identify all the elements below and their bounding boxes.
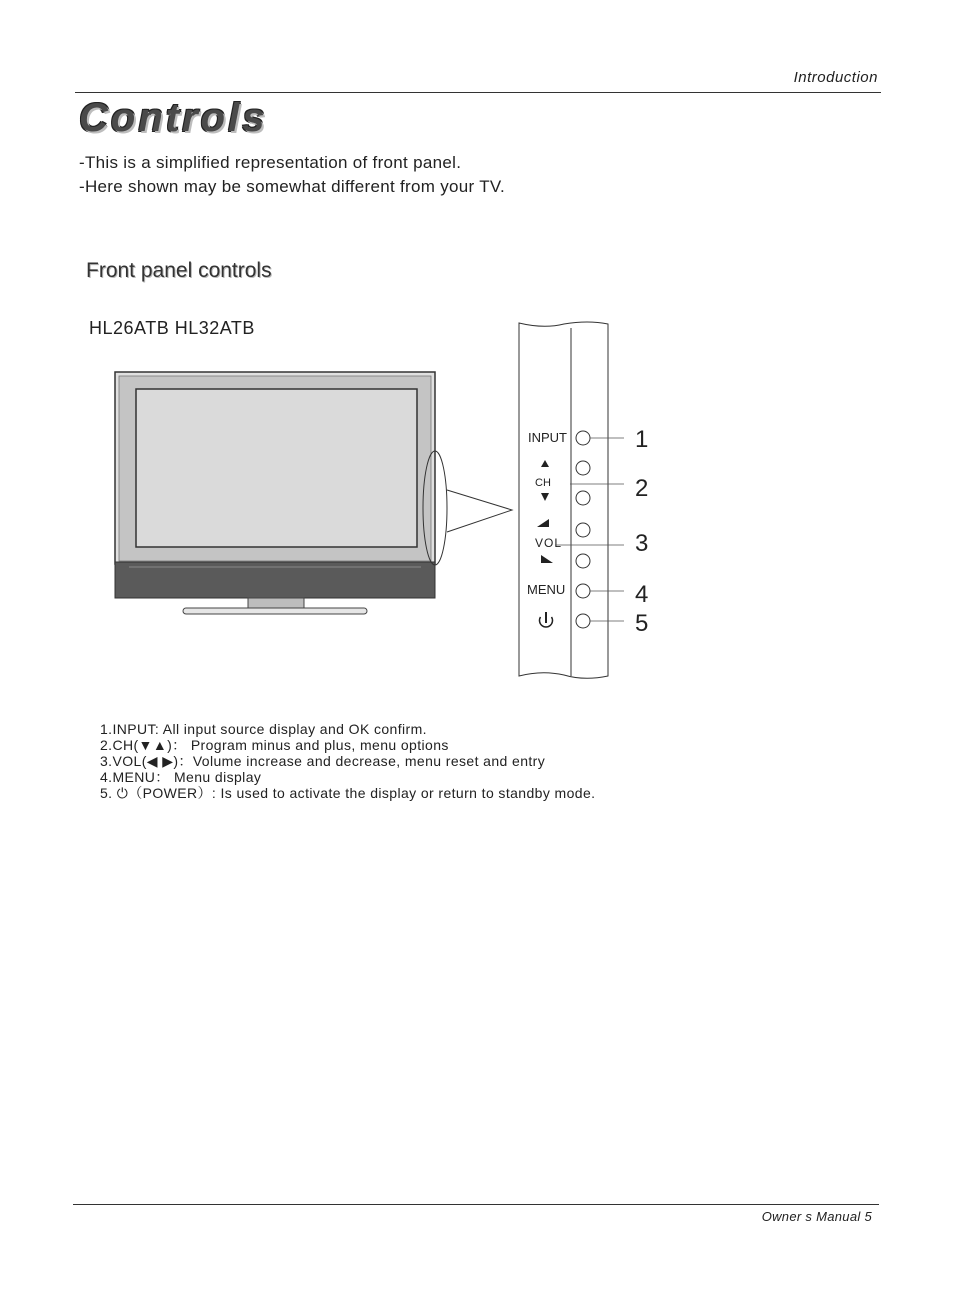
page-footer: Owner s Manual 5 — [761, 1209, 872, 1224]
vol-up-button — [576, 554, 590, 568]
header-rule — [75, 92, 881, 93]
section-label: Introduction — [793, 69, 878, 86]
ch-label: CH — [535, 477, 551, 489]
power-button — [576, 614, 590, 628]
intro-line-1: -This is a simplified representation of front panel. — [79, 153, 462, 172]
callout-4: 4 — [635, 581, 649, 608]
ch-down-button — [576, 491, 590, 505]
callout-5: 5 — [635, 610, 649, 637]
menu-label: MENU — [527, 582, 566, 597]
model-numbers: HL26ATB HL32ATB — [89, 318, 255, 338]
callout-1: 1 — [635, 426, 649, 453]
input-button — [576, 431, 590, 445]
intro-line-2: -Here shown may be somewhat different from your TV. — [79, 177, 506, 196]
menu-button — [576, 584, 590, 598]
input-label: INPUT — [528, 430, 567, 445]
description-menu: 4.MENU： Menu display — [100, 769, 262, 785]
footer-rule — [73, 1204, 879, 1205]
front-panel-diagram — [100, 315, 660, 685]
description-input: 1.INPUT: All input source display and OK confirm. — [100, 721, 427, 737]
callout-2: 2 — [635, 475, 649, 502]
tv-illustration — [115, 372, 512, 614]
description-power: 5. ⏻（POWER）: Is used to activate the display or return to standby mode. — [100, 785, 596, 801]
vol-label: VOL — [535, 536, 563, 550]
description-vol: 3.VOL(◀ ▶)：Volume increase and decrease, menu reset and entry — [100, 753, 546, 769]
section-title: Front panel controls — [86, 259, 272, 282]
vol-down-button — [576, 523, 590, 537]
callout-3: 3 — [635, 530, 649, 557]
side-panel — [519, 322, 608, 678]
ch-up-button — [576, 461, 590, 475]
description-ch: 2.CH(▼▲)： Program minus and plus, menu options — [100, 737, 449, 753]
page-title: Controls — [79, 96, 268, 140]
